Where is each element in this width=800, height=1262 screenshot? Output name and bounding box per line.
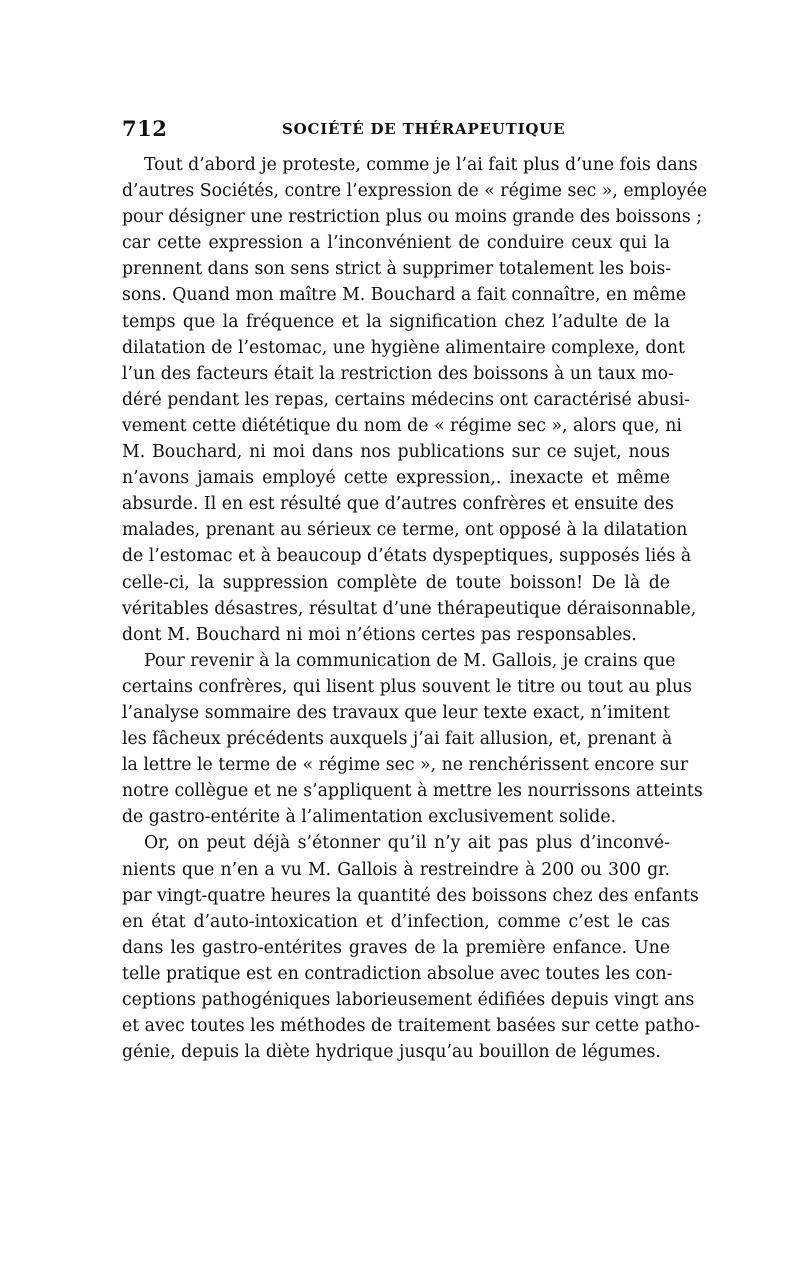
text-line: dans les gastro-entérites graves de la première enfance. Une	[122, 937, 670, 958]
text-line: véritables désastres, résultat d’une thérapeutique déraisonnable,	[122, 598, 697, 619]
text-line: telle pratique est en contradiction absolue avec toutes les con-	[122, 963, 673, 984]
text-line: malades, prenant au sérieux ce terme, ont opposé à la dilatation	[122, 520, 688, 541]
text-line: l’un des facteurs était la restriction des boissons à un taux mo-	[122, 363, 674, 384]
text-line: M. Bouchard, ni moi dans nos publications sur ce sujet, nous	[122, 442, 670, 463]
text-line: déré pendant les repas, certains médecins ont caractérisé abusi-	[122, 389, 690, 410]
text-line: l’analyse sommaire des travaux que leur texte exact, n’imitent	[122, 702, 670, 723]
text-line: Or, on peut déjà s’étonner qu’il n’y ait pas plus d’inconvé-	[144, 833, 670, 854]
page-number: 712	[122, 116, 168, 141]
text-line: Tout d’abord je proteste, comme je l’ai fait plus d’une fois dans	[144, 155, 698, 175]
paragraph	[122, 152, 708, 648]
text-line: dont M. Bouchard ni moi n’étions certes pas responsables.	[122, 624, 637, 645]
text-line: notre collègue et ne s’appliquent à mettre les nourrissons atteints	[122, 781, 703, 802]
running-title: SOCIÉTÉ DE THÉRAPEUTIQUE	[282, 120, 566, 138]
text-line: Pour revenir à la communication de M. Gallois, je crains que	[144, 650, 676, 671]
text-line: la lettre le terme de « régime sec », ne renchérissent encore sur	[122, 755, 689, 776]
text-line: vement cette diététique du nom de « régime sec », alors que, ni	[122, 415, 682, 436]
text-line: temps que la fréquence et la signification chez l’adulte de la	[122, 311, 670, 332]
text-line: nients que n’en a vu M. Gallois à restreindre à 200 ou 300 gr.	[122, 859, 670, 880]
body-text	[122, 152, 708, 1065]
text-line: sons. Quand mon maître M. Bouchard a fait connaître, en même	[122, 285, 687, 306]
text-line: celle-ci, la suppression complète de toute boisson! De là de	[122, 572, 670, 593]
text-line: ceptions pathogéniques laborieusement édifiées depuis vingt ans	[122, 990, 695, 1010]
text-line: prennent dans son sens strict à supprimer totalement les bois-	[122, 259, 672, 280]
text-line: certains confrères, qui lisent plus souvent le titre ou tout au plus	[122, 676, 692, 697]
text-line: dilatation de l’estomac, une hygiène alimentaire complexe, dont	[122, 337, 685, 358]
text-line: car cette expression a l’inconvénient de conduire ceux qui la	[122, 233, 670, 254]
paragraph	[122, 648, 703, 831]
text-line: en état d’auto-intoxication et d’infection, comme c’est le cas	[122, 911, 670, 932]
text-line: d’autres Sociétés, contre l’expression de « régime sec », employée	[122, 181, 708, 202]
text-line: génie, depuis la diète hydrique jusqu’au bouillon de légumes.	[122, 1042, 661, 1063]
text-line: absurde. Il en est résulté que d’autres confrères et ensuite des	[122, 494, 674, 515]
text-line: pour désigner une restriction plus ou moins grande des boissons ;	[122, 207, 703, 228]
text-line: de l’estomac et à beaucoup d’états dyspeptiques, supposés liés à	[122, 546, 692, 567]
text-line: n’avons jamais employé cette expression,. inexacte et même	[122, 468, 670, 489]
running-head	[122, 112, 670, 142]
text-line: les fâcheux précédents auxquels j’ai fait allusion, et, prenant à	[122, 729, 673, 750]
text-line: par vingt-quatre heures la quantité des boissons chez des enfants	[122, 885, 699, 906]
text-line: de gastro-entérite à l’alimentation exclusivement solide.	[122, 807, 617, 828]
text-line: et avec toutes les méthodes de traitement basées sur cette patho-	[122, 1016, 701, 1037]
paragraph	[122, 830, 701, 1065]
